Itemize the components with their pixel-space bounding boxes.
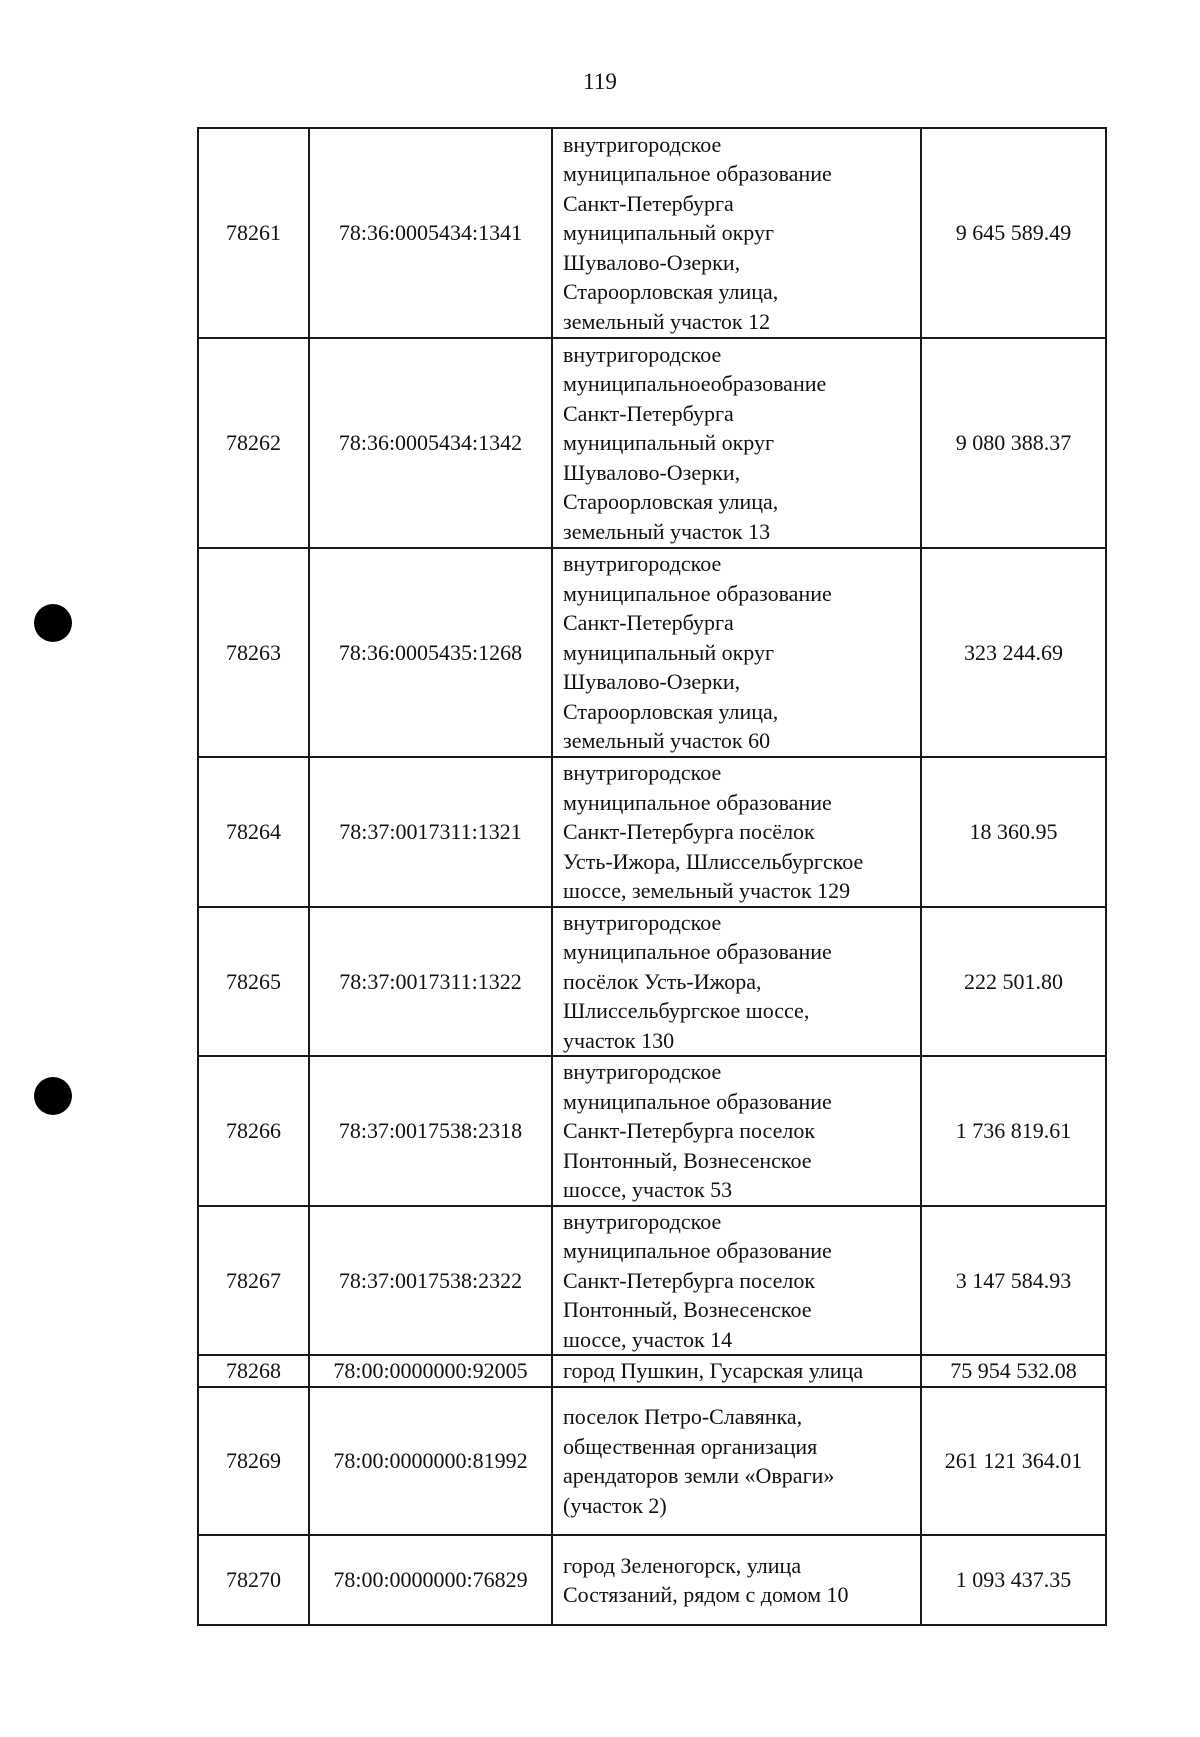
- record-number-cell: 78268: [198, 1355, 309, 1387]
- punch-hole-mark: [34, 604, 72, 642]
- address-line: внутригородское: [563, 909, 722, 935]
- address-line: муниципальное образование: [563, 789, 832, 815]
- cadastral-number-cell: 78:00:0000000:76829: [309, 1535, 552, 1625]
- address-line: муниципальное образование: [563, 161, 832, 187]
- record-number-cell: 78261: [198, 128, 309, 338]
- address-cell: [552, 1535, 921, 1625]
- table-row: [198, 757, 1106, 907]
- address-cell: [552, 128, 921, 338]
- address-line: Санкт-Петербурга: [563, 610, 734, 636]
- table-row: [198, 1206, 1106, 1356]
- record-number-cell: 78264: [198, 757, 309, 907]
- address-cell: [552, 1056, 921, 1206]
- address-line: Санкт-Петербурга: [563, 190, 734, 216]
- cadastral-value-cell: 222 501.80: [921, 907, 1106, 1057]
- cadastral-number-cell: 78:37:0017311:1321: [309, 757, 552, 907]
- address-line: Староорловская улица,: [563, 698, 779, 724]
- cadastral-value-cell: 3 147 584.93: [921, 1206, 1106, 1356]
- cadastral-number-cell: 78:36:0005435:1268: [309, 548, 552, 757]
- address-line: общественная организация: [563, 1433, 818, 1459]
- address-line: внутригородское: [563, 131, 722, 157]
- cadastral-number-cell: 78:37:0017311:1322: [309, 907, 552, 1057]
- address-line: Понтонный, Вознесенское: [563, 1147, 812, 1173]
- address-cell: [552, 1387, 921, 1535]
- address-line: Шувалово-Озерки,: [563, 249, 741, 275]
- record-number-cell: 78266: [198, 1056, 309, 1206]
- address-line: посёлок Усть-Ижора,: [563, 968, 762, 994]
- address-cell: [552, 757, 921, 907]
- table-row: [198, 338, 1106, 548]
- address-line: внутригородское: [563, 1059, 722, 1084]
- address-line: земельный участок 12: [563, 308, 771, 334]
- table-body: [198, 128, 1106, 1625]
- address-line: Шувалово-Озерки,: [563, 459, 741, 485]
- table-row: [198, 907, 1106, 1057]
- address-line: Состязаний, рядом с домом 10: [563, 1582, 849, 1607]
- address-line: шоссе, земельный участок 129: [563, 878, 851, 903]
- record-number-cell: 78263: [198, 548, 309, 757]
- address-line: Понтонный, Вознесенское: [563, 1297, 812, 1322]
- address-cell: [552, 548, 921, 757]
- record-number-cell: 78270: [198, 1535, 309, 1625]
- address-line: внутригородское: [563, 551, 722, 577]
- cadastral-number-cell: 78:00:0000000:92005: [309, 1355, 552, 1387]
- record-number-cell: 78269: [198, 1387, 309, 1535]
- address-line: Санкт-Петербурга: [563, 400, 734, 426]
- address-line: шоссе, участок 14: [563, 1326, 733, 1352]
- cadastral-number-cell: 78:37:0017538:2322: [309, 1206, 552, 1356]
- address-line: муниципальное образование: [563, 939, 832, 964]
- address-line: внутригородское: [563, 1208, 722, 1234]
- address-line: муниципальное образование: [563, 580, 832, 606]
- address-line: шоссе, участок 53: [563, 1177, 733, 1202]
- address-line: участок 130: [563, 1027, 675, 1053]
- cadastral-value-cell: 323 244.69: [921, 548, 1106, 757]
- address-line: муниципальное образование: [563, 1238, 832, 1263]
- address-line: (участок 2): [563, 1492, 667, 1518]
- address-line: Староорловская улица,: [563, 489, 779, 515]
- address-cell: [552, 907, 921, 1057]
- address-line: Шлиссельбургское шоссе,: [563, 998, 810, 1023]
- cadastral-number-cell: 78:36:0005434:1342: [309, 338, 552, 548]
- address-line: арендаторов земли «Овраги»: [563, 1463, 835, 1488]
- cadastral-value-cell: 261 121 364.01: [921, 1387, 1106, 1535]
- address-line: муниципальный округ: [563, 220, 775, 246]
- address-line: Санкт-Петербурга поселок: [563, 1267, 816, 1293]
- table-row: [198, 1056, 1106, 1206]
- punch-hole-mark: [34, 1077, 72, 1115]
- address-cell: [552, 338, 921, 548]
- cadastral-value-cell: 1 736 819.61: [921, 1056, 1106, 1206]
- address-line: муниципальный округ: [563, 430, 775, 456]
- cadastral-value-cell: 1 093 437.35: [921, 1535, 1106, 1625]
- address-line: земельный участок 60: [563, 728, 771, 754]
- table-row: [198, 548, 1106, 757]
- address-line: муниципальноеобразование: [563, 371, 827, 397]
- address-line: Усть-Ижора, Шлиссельбургское: [563, 848, 864, 874]
- table-row: [198, 1387, 1106, 1535]
- table-row: [198, 1355, 1106, 1387]
- land-plot-table: [197, 127, 1107, 1626]
- address-line: город Пушкин, Гусарская улица: [563, 1358, 864, 1384]
- table-row: [198, 128, 1106, 338]
- address-line: Шувалово-Озерки,: [563, 669, 741, 695]
- address-cell: [552, 1355, 921, 1387]
- address-line: муниципальное образование: [563, 1088, 832, 1114]
- cadastral-value-cell: 9 645 589.49: [921, 128, 1106, 338]
- cadastral-value-cell: 9 080 388.37: [921, 338, 1106, 548]
- record-number-cell: 78267: [198, 1206, 309, 1356]
- address-line: внутригородское: [563, 341, 722, 367]
- address-line: поселок Петро-Славянка,: [563, 1404, 803, 1429]
- record-number-cell: 78265: [198, 907, 309, 1057]
- address-cell: [552, 1206, 921, 1356]
- address-line: Санкт-Петербурга посёлок: [563, 819, 815, 844]
- address-line: внутригородское: [563, 760, 722, 785]
- table-row: [198, 1535, 1106, 1625]
- cadastral-number-cell: 78:37:0017538:2318: [309, 1056, 552, 1206]
- address-line: город Зеленогорск, улица: [563, 1552, 802, 1578]
- address-line: Староорловская улица,: [563, 279, 779, 305]
- address-line: Санкт-Петербурга поселок: [563, 1118, 816, 1143]
- page-number: 119: [583, 69, 617, 94]
- address-line: муниципальный округ: [563, 639, 775, 665]
- address-line: земельный участок 13: [563, 518, 771, 544]
- cadastral-value-cell: 75 954 532.08: [921, 1355, 1106, 1387]
- record-number-cell: 78262: [198, 338, 309, 548]
- cadastral-number-cell: 78:36:0005434:1341: [309, 128, 552, 338]
- cadastral-number-cell: 78:00:0000000:81992: [309, 1387, 552, 1535]
- cadastral-value-cell: 18 360.95: [921, 757, 1106, 907]
